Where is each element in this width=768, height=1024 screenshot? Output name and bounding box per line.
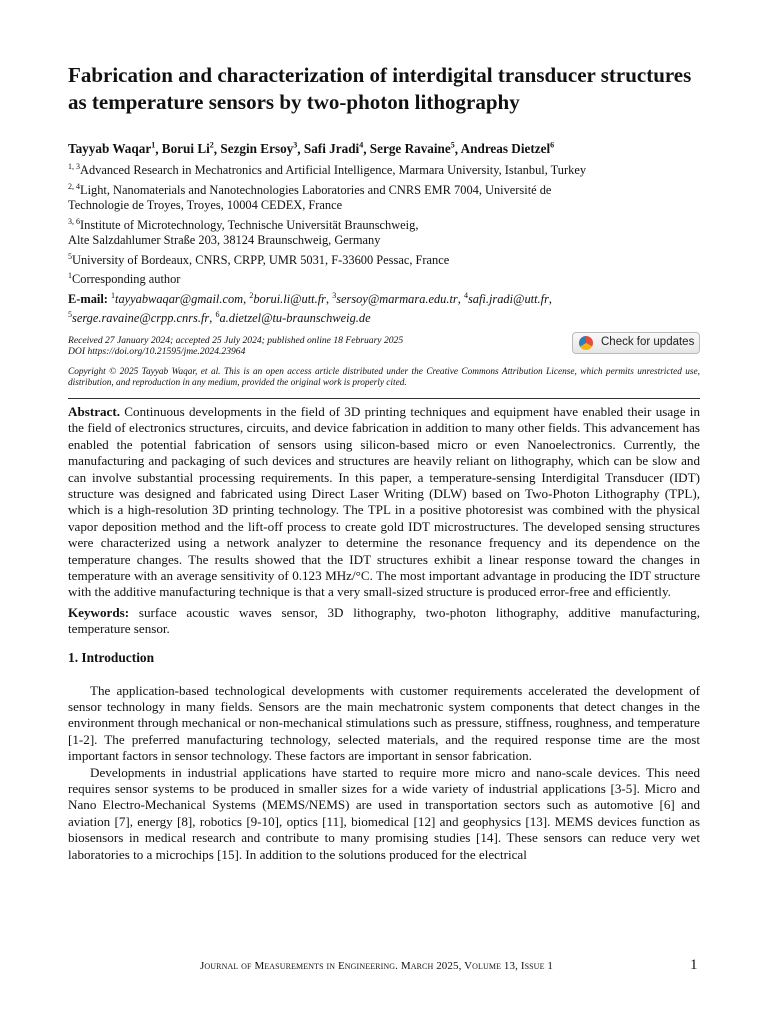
author-name: Safi Jradi$^4$ bbox=[303, 141, 364, 157]
check-for-updates-label: Check for updates bbox=[601, 336, 695, 349]
keywords-text: surface acoustic waves sensor, 3D lithography, two-photon lithography, additive manufacturing, temperature sensor. bbox=[68, 604, 700, 637]
author-affiliation-marker: 4 bbox=[359, 141, 364, 150]
affiliation-line: $^1$Corresponding author bbox=[68, 271, 181, 287]
author-affiliation-marker: 1 bbox=[151, 141, 156, 150]
email-label: E-mail: bbox=[68, 291, 112, 306]
check-for-updates-button[interactable] bbox=[572, 332, 700, 354]
page-number: 1 bbox=[690, 957, 698, 973]
email-line-2: $^5$serge.ravaine@crpp.cnrs.fr, $^6$a.dietzel@tu-braunschweig.de bbox=[68, 310, 371, 326]
author-name: Tayyab Waqar$^1$ bbox=[68, 141, 156, 157]
author-name: Borui Li$^2$ bbox=[161, 141, 214, 157]
email-address-link[interactable]: borui.li@utt.fr bbox=[253, 291, 326, 306]
affiliation-line: $^{2, 4}$Light, Nanomaterials and Nanotechnologies Laboratories and CNRS EMR 7004, Université de bbox=[68, 181, 552, 198]
affiliation-line: $^{1, 3}$Advanced Research in Mechatronics and Artificial Intelligence, Marmara University, Istanbul, Turkey bbox=[68, 162, 587, 178]
journal-name: Journal of Measurements in Engineering. March 2025, Volume 13, Issue 1 bbox=[200, 960, 554, 972]
affiliation-line: Technologie de Troyes, Troyes, 10004 CEDEX, France bbox=[68, 198, 343, 213]
copyright-notice: Copyright © 2025 Tayyab Waqar, et al. This is an open access article distributed under the Creative Commons Attribution License, which permits unrestricted use, distribution, and reproduction in any medium, provided the original work is properly cited. bbox=[68, 366, 700, 389]
divider bbox=[68, 398, 700, 399]
body-paragraph: The application-based technological developments with customer requirements accelerated the development of sensor technology in many fields. Sensors are the main mechatronic system components that detect changes in the environment through mechanical or non-mechanical stimulations such as pressure, stiffness, roughness, and temperature [1-2]. The preferred manufacturing technology, selected materials, and the required response time are the most important factors in sensor technology. These factors are important in sensor fabrication. bbox=[68, 682, 700, 764]
email-line-1: E-mail: $^1$tayyabwaqar@gmail.com, $^2$borui.li@utt.fr, $^3$sersoy@marmara.edu.tr, $^4$safi.jradi@utt.fr, bbox=[68, 290, 553, 306]
email-address-link[interactable]: serge.ravaine@crpp.cnrs.fr bbox=[72, 311, 210, 326]
email-block bbox=[68, 288, 700, 327]
email-address-link[interactable]: safi.jradi@utt.fr bbox=[467, 291, 549, 306]
author-list: Tayyab Waqar$^1$, Borui Li$^2$, Sezgin Ersoy$^3$, Safi Jradi$^4$, Serge Ravaine$^5$, Andreas Dietzel$^6$ bbox=[68, 141, 555, 157]
author-affiliation-marker: 6 bbox=[550, 141, 555, 150]
doi-link[interactable]: DOI https://doi.org/10.21595/jme.2024.23964 bbox=[68, 346, 246, 358]
author-name: Andreas Dietzel$^6$ bbox=[460, 141, 555, 157]
author-affiliation-marker: 5 bbox=[450, 141, 455, 150]
abstract-label: Abstract. bbox=[68, 403, 120, 419]
author-affiliation-marker: 3 bbox=[293, 141, 298, 150]
keywords bbox=[68, 605, 700, 638]
article-page bbox=[68, 62, 700, 863]
affiliation-line: $^{3, 6}$Institute of Microtechnology, Technische Universität Braunschweig, bbox=[68, 216, 419, 232]
abstract-text: Continuous developments in the field of 3D printing techniques and equipment have enabled their usage in the field of electronics structures, circuits, and device fabrication in addition to many other fields. This advancement has enabled the potential fabrication of sensors using silicon-based micro or even Nanoelectronics. Currently, the manufacturing and packaging of such devices and structures are heavily reliant on lithography, which can be slow and can involve substantial processing requirements. In this paper, a temperature-sensing Interdigital Transducer (IDT) structure was designed and fabricated using Direct Laser Writing (DLW) based on Two-Photon Lithography (TPL), which is a high-resolution 3D printing technology. The TPL in a positive photoresist was combined with the physical vapor deposition method and the lift-off process to create gold IDT microstructures. The developed sensing structures were characterized using a network analyzer to determine the resonance frequency and its dependence on the temperature changes. The results showed that the IDT structures exhibit a linear response toward the changes in temperature with an average sensitivity of 0.123 MHz/°C. The most important advantage in producing the IDT structure with the additive manufacturing technique is that a very small-sized structure is produced error-free and efficiently. bbox=[68, 403, 700, 600]
author-name: Serge Ravaine$^5$ bbox=[369, 141, 455, 157]
affiliation-line: $^5$University of Bordeaux, CNRS, CRPP, UMR 5031, F-33600 Pessac, France bbox=[68, 251, 450, 267]
author-affiliation-marker: 2 bbox=[209, 141, 214, 150]
email-address-link[interactable]: tayyabwaqar@gmail.com bbox=[115, 291, 244, 306]
article-title: Fabrication and characterization of interdigital transducer structures as temperature sensors by two-photon lithography bbox=[68, 63, 692, 114]
keywords-label: Keywords: bbox=[68, 604, 130, 620]
received-dates: Received 27 January 2024; accepted 25 July 2024; published online 18 February 2025 bbox=[68, 334, 404, 346]
abstract bbox=[68, 404, 700, 601]
affiliation-line: Alte Salzdahlumer Straße 203, 38124 Braunschweig, Germany bbox=[68, 233, 381, 248]
email-address-link[interactable]: sersoy@marmara.edu.tr bbox=[336, 291, 458, 306]
crossmark-icon bbox=[579, 336, 593, 350]
section-heading: 1. Introduction bbox=[68, 649, 155, 665]
body-paragraph: Developments in industrial applications have started to require more micro and nano-scale devices. This need requires sensor systems to be produced in smaller sizes for a wide variety of industrial applications [3-5]. Micro and Nano Electro-Mechanical Systems (MEMS/NEMS) are used in transportation sectors such as automotive [6] and aviation [7], energy [8], robotics [9-10], optics [11], biomedical [12] and geophysics [13]. MEMS devices function as biosensors in medical research and contribute to many promising studies [14]. These sensors can reduce very wet laboratories to a microchips [15]. In addition to the solutions produced for the electrical bbox=[68, 764, 700, 862]
publication-info bbox=[68, 335, 700, 358]
affiliation-list bbox=[68, 159, 700, 287]
email-address-link[interactable]: a.dietzel@tu-braunschweig.de bbox=[219, 311, 371, 326]
author-name: Sezgin Ersoy$^3$ bbox=[220, 141, 298, 157]
